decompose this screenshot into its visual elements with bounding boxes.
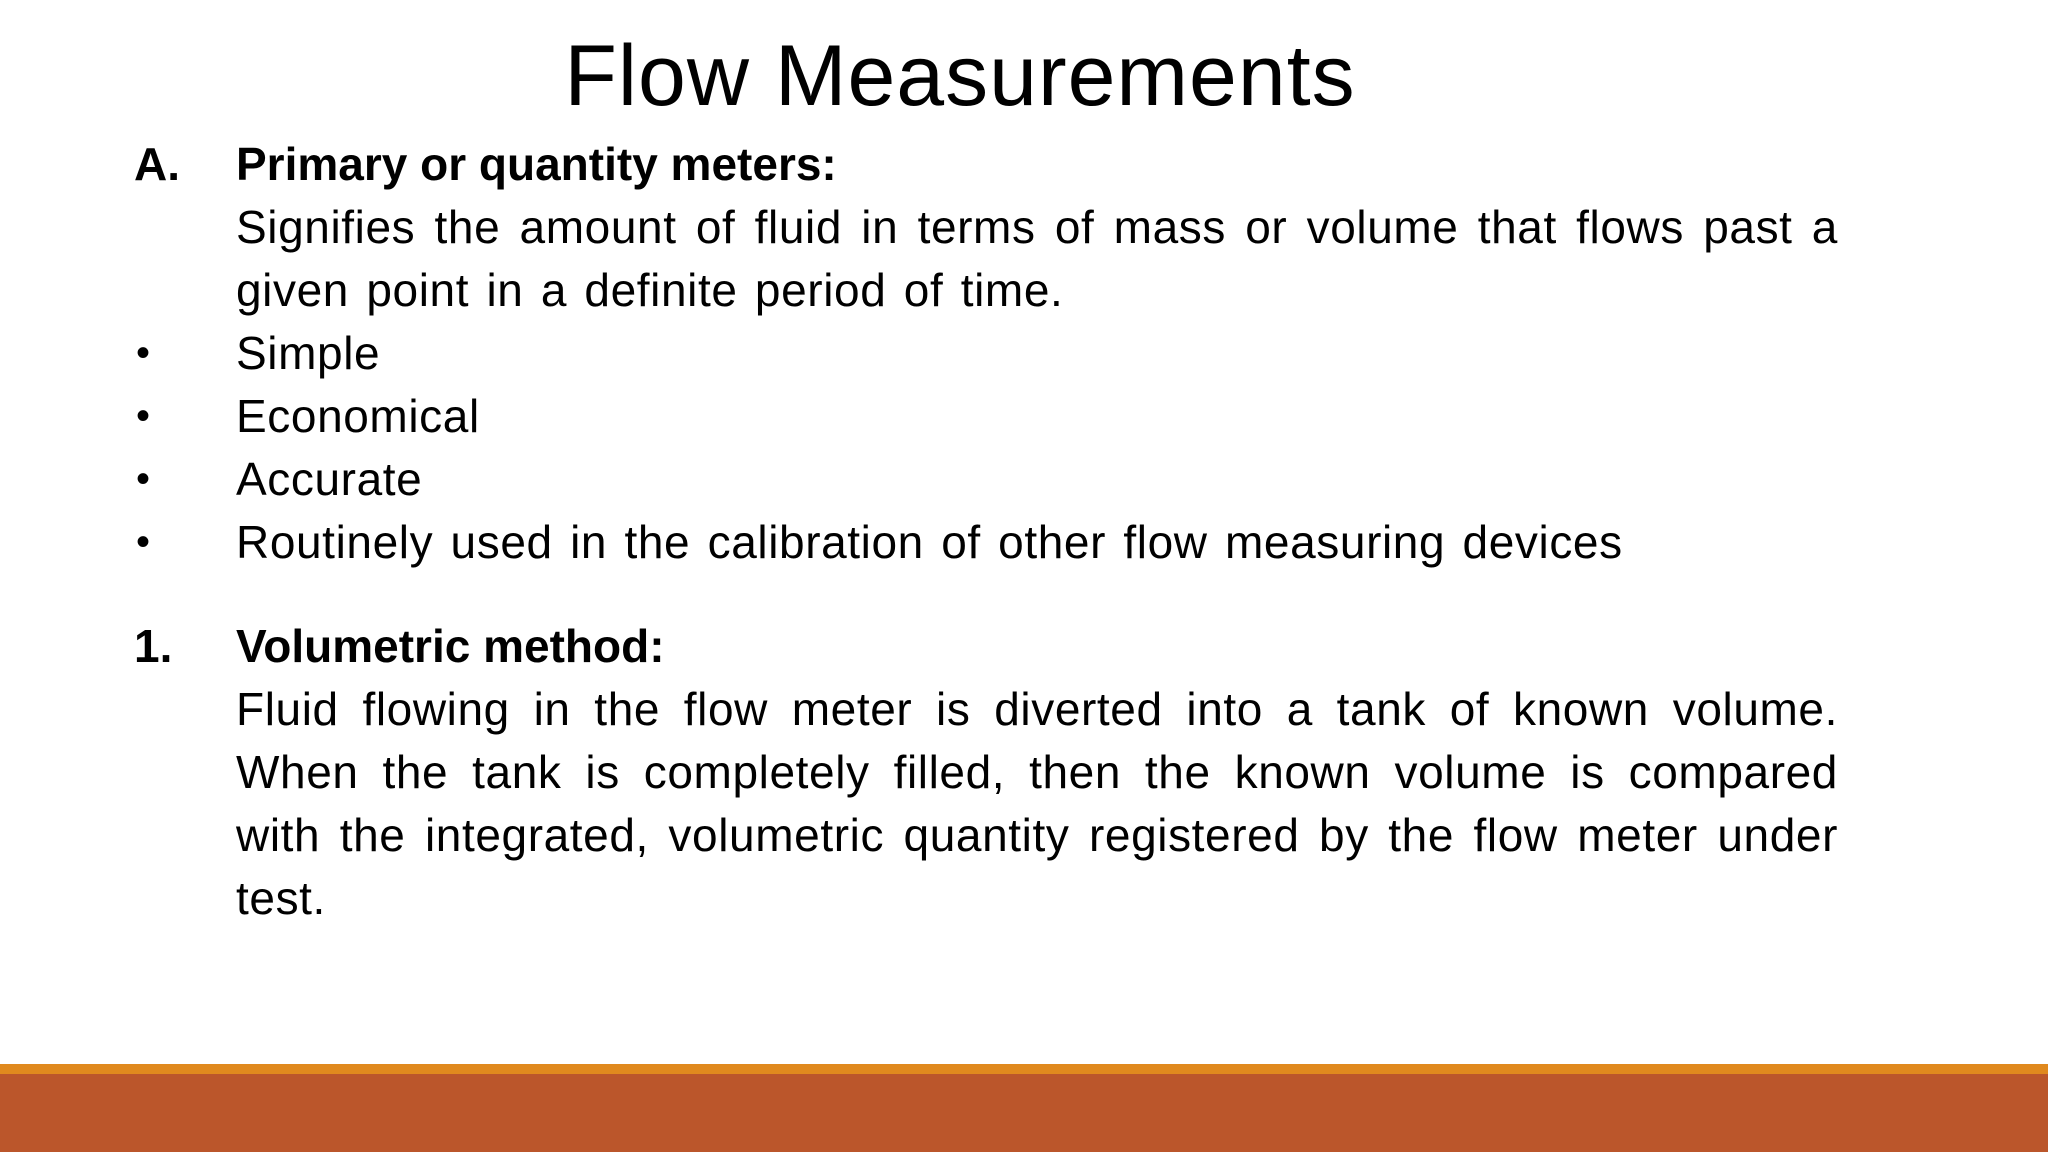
section-a-marker: A. bbox=[134, 138, 180, 190]
section-spacer bbox=[134, 574, 1838, 615]
section-1-marker: 1. bbox=[134, 620, 173, 672]
bullet-item bbox=[134, 322, 1838, 385]
bullet-item-text: Economical bbox=[236, 390, 480, 442]
section-1 bbox=[134, 615, 1838, 930]
section-1-description: Fluid flowing in the flow meter is diverted into a tank of known volume. When the tank is completely filled, then the known volume is compared with the integrated, volumetric quantity registered by the flow meter under test. bbox=[236, 683, 1838, 924]
bullet-item bbox=[134, 511, 1838, 574]
bullet-item bbox=[134, 385, 1838, 448]
bullet-item bbox=[134, 448, 1838, 511]
bullet-item-text: Simple bbox=[236, 327, 381, 379]
section-a-description: Signifies the amount of fluid in terms of mass or volume that flows past a given point in a definite period of time. bbox=[236, 201, 1838, 316]
bullet-symbol: • bbox=[136, 457, 151, 501]
bullet-symbol: • bbox=[136, 331, 151, 375]
slide-content bbox=[134, 133, 1838, 930]
section-a bbox=[134, 133, 1838, 322]
bullet-symbol: • bbox=[136, 394, 151, 438]
footer-accent-stripe bbox=[0, 1064, 2048, 1074]
bullet-item-text: Accurate bbox=[236, 453, 423, 505]
bullet-symbol: • bbox=[136, 520, 151, 564]
slide-title: Flow Measurements bbox=[564, 28, 1356, 124]
footer-bar bbox=[0, 1074, 2048, 1152]
section-a-heading: Primary or quantity meters: bbox=[236, 138, 837, 190]
bullet-item-text: Routinely used in the calibration of other flow measuring devices bbox=[236, 516, 1623, 568]
section-1-heading: Volumetric method: bbox=[236, 620, 665, 672]
